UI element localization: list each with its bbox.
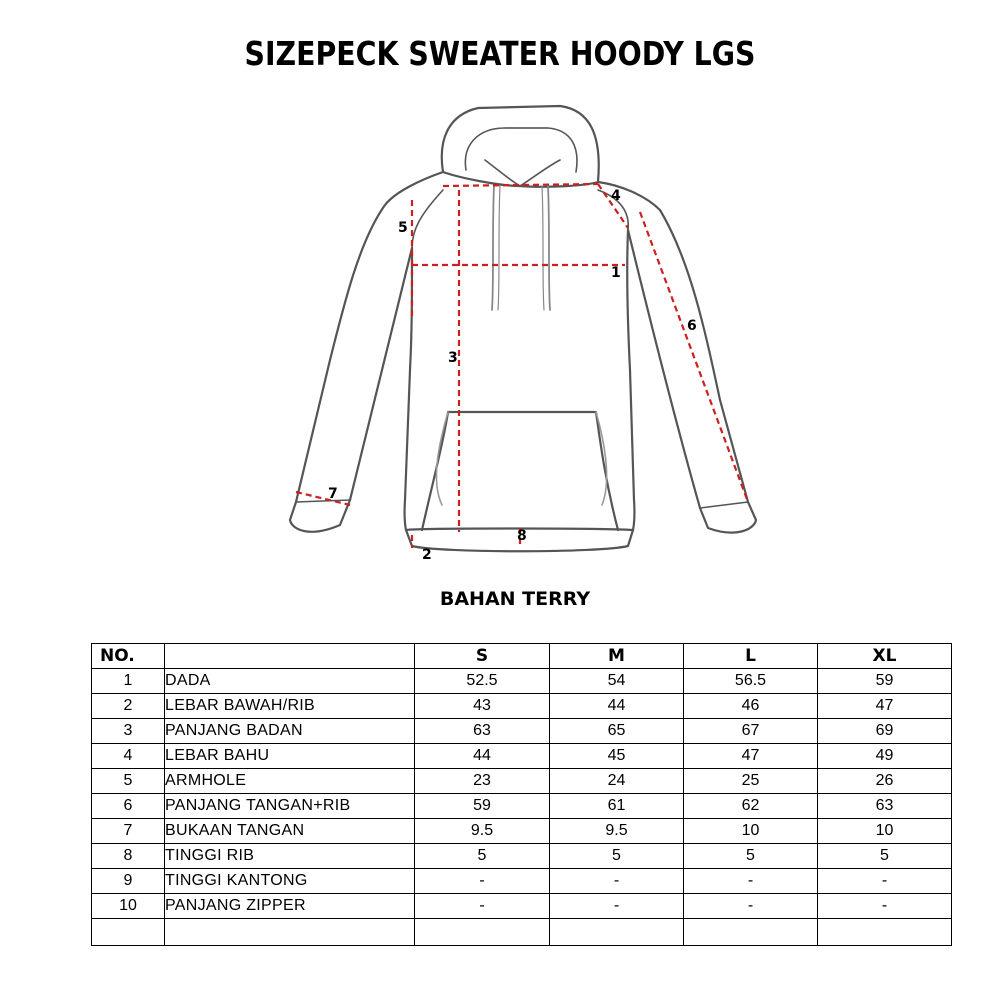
row-measurement: LEBAR BAWAH/RIB — [165, 694, 415, 719]
row-value-l: 5 — [684, 844, 818, 869]
row-value-m: 65 — [550, 719, 684, 744]
row-measurement: ARMHOLE — [165, 769, 415, 794]
row-value-m: 24 — [550, 769, 684, 794]
table-row — [92, 869, 952, 894]
row-no: 3 — [92, 719, 165, 744]
row-measurement: PANJANG TANGAN+RIB — [165, 794, 415, 819]
row-value-s: 44 — [415, 744, 550, 769]
header-size-m: M — [550, 644, 684, 669]
marker-2: 2 — [422, 547, 432, 563]
row-value-xl: 10 — [818, 819, 952, 844]
row-value-xl: 5 — [818, 844, 952, 869]
row-measurement: LEBAR BAHU — [165, 744, 415, 769]
header-size-xl: XL — [818, 644, 952, 669]
table-row — [92, 844, 952, 869]
marker-6: 6 — [687, 318, 697, 334]
row-value-m: - — [550, 869, 684, 894]
row-no: 2 — [92, 694, 165, 719]
row-value-s: 52.5 — [415, 669, 550, 694]
row-no: 9 — [92, 869, 165, 894]
row-value-s: 59 — [415, 794, 550, 819]
marker-5: 5 — [398, 220, 408, 236]
row-value-s: - — [415, 869, 550, 894]
table-row — [92, 819, 952, 844]
table-row — [92, 794, 952, 819]
row-value-l: 25 — [684, 769, 818, 794]
row-value-xl: 59 — [818, 669, 952, 694]
row-value-l: - — [684, 894, 818, 919]
row-no: 4 — [92, 744, 165, 769]
row-no: 6 — [92, 794, 165, 819]
row-value-s: 23 — [415, 769, 550, 794]
row-value-xl: 69 — [818, 719, 952, 744]
table-row — [92, 669, 952, 694]
table-row — [92, 694, 952, 719]
row-value-m: 54 — [550, 669, 684, 694]
row-value-l: - — [684, 869, 818, 894]
header-no: NO. — [92, 644, 165, 669]
row-no: 10 — [92, 894, 165, 919]
row-measurement: PANJANG BADAN — [165, 719, 415, 744]
marker-8: 8 — [517, 528, 527, 544]
marker-1: 1 — [611, 265, 621, 281]
row-no: 5 — [92, 769, 165, 794]
row-value-m: - — [550, 894, 684, 919]
row-value-m: 5 — [550, 844, 684, 869]
table-row — [92, 744, 952, 769]
row-value-xl: 26 — [818, 769, 952, 794]
row-value-xl: - — [818, 869, 952, 894]
row-measurement: BUKAAN TANGAN — [165, 819, 415, 844]
table-row — [92, 769, 952, 794]
row-value-s: 5 — [415, 844, 550, 869]
table-row — [92, 719, 952, 744]
row-value-l: 46 — [684, 694, 818, 719]
row-value-xl: 49 — [818, 744, 952, 769]
size-spec-table — [91, 643, 952, 946]
row-value-l: 56.5 — [684, 669, 818, 694]
row-value-m: 9.5 — [550, 819, 684, 844]
header-size-s: S — [415, 644, 550, 669]
measure-line-6 — [640, 212, 748, 502]
row-measurement: PANJANG ZIPPER — [165, 894, 415, 919]
row-value-xl: 63 — [818, 794, 952, 819]
row-no: 8 — [92, 844, 165, 869]
row-value-m: 61 — [550, 794, 684, 819]
row-no: 7 — [92, 819, 165, 844]
row-value-l: 62 — [684, 794, 818, 819]
fabric-label: BAHAN TERRY — [439, 588, 591, 610]
row-value-s: 43 — [415, 694, 550, 719]
row-measurement: DADA — [165, 669, 415, 694]
row-value-xl: 47 — [818, 694, 952, 719]
table-row-empty — [92, 919, 952, 946]
row-value-l: 67 — [684, 719, 818, 744]
row-measurement: TINGGI RIB — [165, 844, 415, 869]
row-value-s: 9.5 — [415, 819, 550, 844]
row-value-xl: - — [818, 894, 952, 919]
table-row — [92, 894, 952, 919]
row-value-l: 10 — [684, 819, 818, 844]
header-name — [165, 644, 415, 669]
page-title: SIZEPECK SWEATER HOODY LGS — [244, 34, 756, 73]
row-value-m: 45 — [550, 744, 684, 769]
marker-7: 7 — [328, 486, 338, 502]
row-value-s: - — [415, 894, 550, 919]
marker-3: 3 — [448, 350, 458, 366]
row-measurement: TINGGI KANTONG — [165, 869, 415, 894]
row-value-s: 63 — [415, 719, 550, 744]
header-size-l: L — [684, 644, 818, 669]
row-no: 1 — [92, 669, 165, 694]
row-value-l: 47 — [684, 744, 818, 769]
row-value-m: 44 — [550, 694, 684, 719]
marker-4: 4 — [611, 188, 621, 204]
table-header-row — [92, 644, 952, 669]
measure-line-7 — [296, 492, 350, 505]
